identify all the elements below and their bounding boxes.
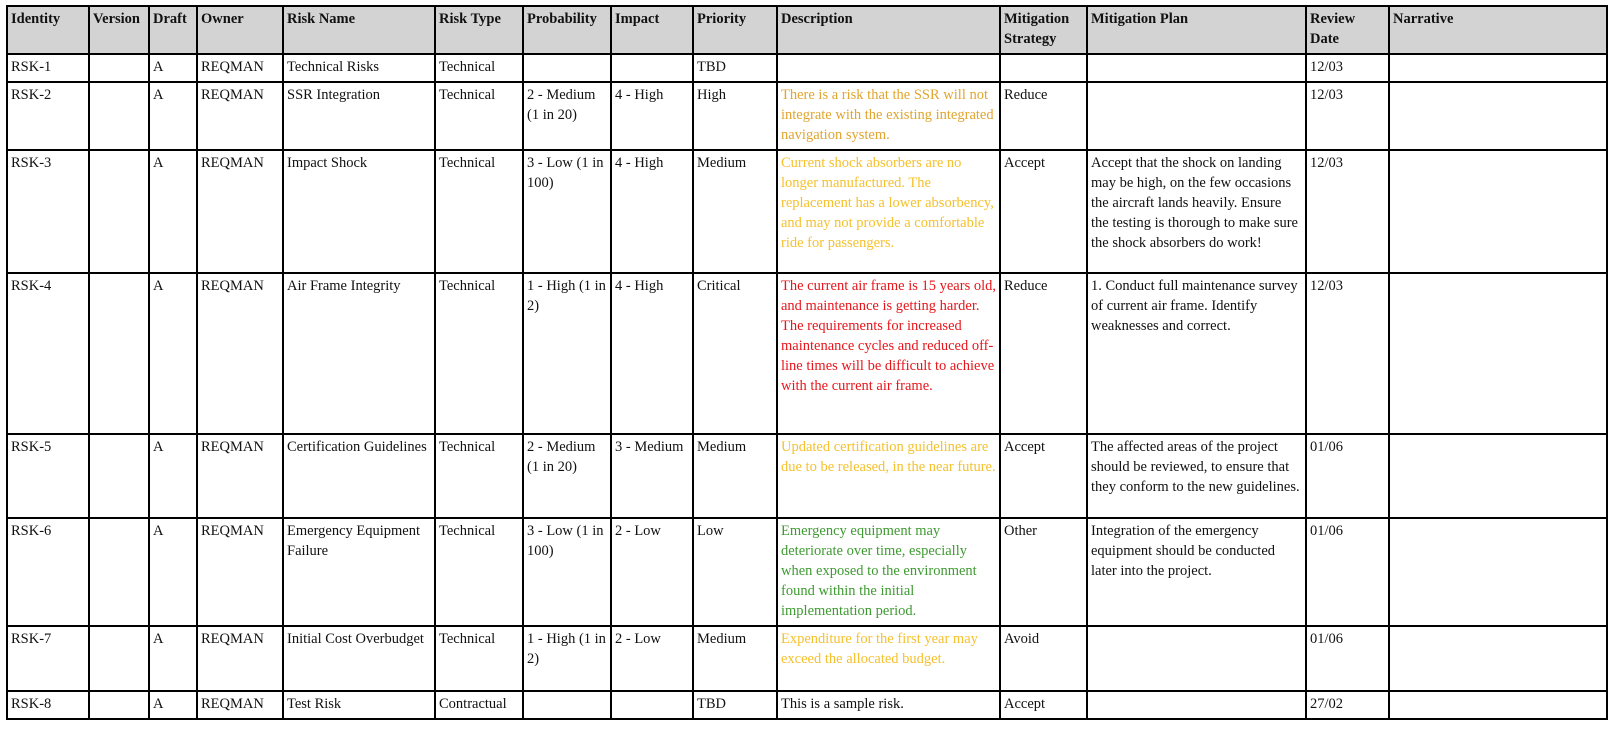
cell-probability: 1 - High (1 in 2) — [523, 273, 611, 434]
cell-mitigation-plan: The affected areas of the project should be reviewed, to ensure that they conform to the new guidelines. — [1087, 434, 1306, 518]
cell-draft: A — [149, 82, 197, 150]
cell-priority: Medium — [693, 626, 777, 691]
cell-risk-name: SSR Integration — [283, 82, 435, 150]
column-header-line: Date — [1310, 31, 1339, 47]
cell-description — [777, 54, 1000, 82]
cell-description: Updated certification guidelines are due to be released, in the near future. — [777, 434, 1000, 518]
cell-identity: RSK-7 — [7, 626, 89, 691]
cell-mitigation-plan: Integration of the emergency equipment should be conducted later into the project. — [1087, 518, 1306, 626]
cell-mitigation-strategy: Avoid — [1000, 626, 1087, 691]
cell-mitigation-plan — [1087, 691, 1306, 719]
cell-priority: Medium — [693, 150, 777, 273]
cell-version — [89, 150, 149, 273]
cell-impact: 3 - Medium — [611, 434, 693, 518]
cell-risk-type: Technical — [435, 150, 523, 273]
cell-version — [89, 273, 149, 434]
cell-owner: REQMAN — [197, 54, 283, 82]
cell-risk-name: Air Frame Integrity — [283, 273, 435, 434]
cell-impact: 2 - Low — [611, 626, 693, 691]
cell-mitigation-strategy — [1000, 54, 1087, 82]
cell-description: Emergency equipment may deteriorate over time, especially when exposed to the environment found within the initial implementation period. — [777, 518, 1000, 626]
table-row — [7, 82, 1607, 150]
cell-review-date: 27/02 — [1306, 691, 1389, 719]
cell-version — [89, 434, 149, 518]
table-body — [7, 54, 1607, 719]
table-row — [7, 434, 1607, 518]
cell-owner: REQMAN — [197, 273, 283, 434]
cell-priority: TBD — [693, 54, 777, 82]
cell-mitigation-plan: Accept that the shock on landing may be high, on the few occasions the aircraft lands heavily. Ensure the testing is thorough to make sure the shock absorbers do work! — [1087, 150, 1306, 273]
cell-risk-type: Technical — [435, 518, 523, 626]
cell-version — [89, 518, 149, 626]
column-header-probability: Probability — [523, 6, 611, 54]
column-header-narrative: Narrative — [1389, 6, 1607, 54]
cell-risk-type: Contractual — [435, 691, 523, 719]
cell-probability: 2 - Medium (1 in 20) — [523, 434, 611, 518]
cell-draft: A — [149, 150, 197, 273]
cell-narrative — [1389, 434, 1607, 518]
cell-review-date: 12/03 — [1306, 82, 1389, 150]
cell-narrative — [1389, 626, 1607, 691]
cell-priority: TBD — [693, 691, 777, 719]
cell-impact: 4 - High — [611, 82, 693, 150]
cell-review-date: 12/03 — [1306, 150, 1389, 273]
cell-identity: RSK-4 — [7, 273, 89, 434]
cell-narrative — [1389, 518, 1607, 626]
cell-owner: REQMAN — [197, 626, 283, 691]
cell-risk-type: Technical — [435, 626, 523, 691]
cell-draft: A — [149, 434, 197, 518]
cell-version — [89, 626, 149, 691]
cell-narrative — [1389, 273, 1607, 434]
cell-identity: RSK-6 — [7, 518, 89, 626]
cell-version — [89, 82, 149, 150]
column-header-version: Version — [89, 6, 149, 54]
cell-impact — [611, 691, 693, 719]
cell-mitigation-plan: 1. Conduct full maintenance survey of current air frame. Identify weaknesses and correct. — [1087, 273, 1306, 434]
cell-impact: 2 - Low — [611, 518, 693, 626]
cell-risk-type: Technical — [435, 273, 523, 434]
cell-version — [89, 691, 149, 719]
cell-risk-type: Technical — [435, 434, 523, 518]
cell-probability: 3 - Low (1 in 100) — [523, 518, 611, 626]
cell-draft: A — [149, 691, 197, 719]
cell-priority: Low — [693, 518, 777, 626]
cell-owner: REQMAN — [197, 518, 283, 626]
cell-risk-type: Technical — [435, 82, 523, 150]
cell-owner: REQMAN — [197, 434, 283, 518]
column-header-line: Review — [1310, 11, 1356, 27]
cell-risk-type: Technical — [435, 54, 523, 82]
cell-risk-name: Initial Cost Overbudget — [283, 626, 435, 691]
cell-draft: A — [149, 518, 197, 626]
column-header-identity: Identity — [7, 6, 89, 54]
cell-identity: RSK-3 — [7, 150, 89, 273]
cell-mitigation-plan — [1087, 82, 1306, 150]
cell-description: Expenditure for the first year may exceed the allocated budget. — [777, 626, 1000, 691]
cell-version — [89, 54, 149, 82]
cell-owner: REQMAN — [197, 691, 283, 719]
cell-narrative — [1389, 150, 1607, 273]
cell-probability: 2 - Medium (1 in 20) — [523, 82, 611, 150]
cell-owner: REQMAN — [197, 82, 283, 150]
cell-risk-name: Test Risk — [283, 691, 435, 719]
column-header-risk-type: Risk Type — [435, 6, 523, 54]
cell-probability — [523, 54, 611, 82]
cell-description: The current air frame is 15 years old, and maintenance is getting harder. The requirements for increased maintenance cycles and reduced off-line times will be difficult to achieve with the current air frame. — [777, 273, 1000, 434]
column-header-draft: Draft — [149, 6, 197, 54]
column-header-risk-name: Risk Name — [283, 6, 435, 54]
cell-review-date: 12/03 — [1306, 273, 1389, 434]
column-header-line: Mitigation — [1004, 11, 1070, 27]
cell-probability: 3 - Low (1 in 100) — [523, 150, 611, 273]
column-header-impact: Impact — [611, 6, 693, 54]
column-header-owner: Owner — [197, 6, 283, 54]
cell-draft: A — [149, 273, 197, 434]
cell-risk-name: Certification Guidelines — [283, 434, 435, 518]
cell-review-date: 01/06 — [1306, 626, 1389, 691]
table-row — [7, 150, 1607, 273]
cell-identity: RSK-8 — [7, 691, 89, 719]
cell-probability: 1 - High (1 in 2) — [523, 626, 611, 691]
cell-priority: Medium — [693, 434, 777, 518]
cell-mitigation-strategy: Reduce — [1000, 273, 1087, 434]
cell-narrative — [1389, 691, 1607, 719]
cell-narrative — [1389, 54, 1607, 82]
column-header-priority: Priority — [693, 6, 777, 54]
cell-priority: Critical — [693, 273, 777, 434]
cell-review-date: 01/06 — [1306, 434, 1389, 518]
cell-identity: RSK-1 — [7, 54, 89, 82]
cell-identity: RSK-2 — [7, 82, 89, 150]
column-header-description: Description — [777, 6, 1000, 54]
column-header-line: Strategy — [1004, 31, 1057, 47]
cell-identity: RSK-5 — [7, 434, 89, 518]
cell-impact — [611, 54, 693, 82]
risk-table — [6, 5, 1608, 720]
cell-description: There is a risk that the SSR will not integrate with the existing integrated navigation system. — [777, 82, 1000, 150]
cell-mitigation-strategy: Other — [1000, 518, 1087, 626]
cell-description: This is a sample risk. — [777, 691, 1000, 719]
cell-risk-name: Emergency Equipment Failure — [283, 518, 435, 626]
column-header-review-date — [1306, 6, 1389, 54]
cell-review-date: 12/03 — [1306, 54, 1389, 82]
cell-mitigation-strategy: Reduce — [1000, 82, 1087, 150]
risk-register — [6, 5, 1608, 720]
column-header-mitigation-strategy — [1000, 6, 1087, 54]
column-header-mitigation-plan: Mitigation Plan — [1087, 6, 1306, 54]
cell-mitigation-strategy: Accept — [1000, 691, 1087, 719]
cell-draft: A — [149, 626, 197, 691]
cell-mitigation-plan — [1087, 626, 1306, 691]
cell-draft: A — [149, 54, 197, 82]
cell-mitigation-strategy: Accept — [1000, 434, 1087, 518]
cell-description: Current shock absorbers are no longer manufactured. The replacement has a lower absorbency, and may not provide a comfortable ride for passengers. — [777, 150, 1000, 273]
cell-risk-name: Impact Shock — [283, 150, 435, 273]
cell-impact: 4 - High — [611, 150, 693, 273]
header-row — [7, 6, 1607, 54]
table-header — [7, 6, 1607, 54]
cell-review-date: 01/06 — [1306, 518, 1389, 626]
table-row — [7, 54, 1607, 82]
cell-narrative — [1389, 82, 1607, 150]
table-row — [7, 626, 1607, 691]
table-row — [7, 518, 1607, 626]
table-row — [7, 691, 1607, 719]
cell-impact: 4 - High — [611, 273, 693, 434]
cell-mitigation-strategy: Accept — [1000, 150, 1087, 273]
cell-priority: High — [693, 82, 777, 150]
cell-mitigation-plan — [1087, 54, 1306, 82]
table-row — [7, 273, 1607, 434]
cell-risk-name: Technical Risks — [283, 54, 435, 82]
cell-owner: REQMAN — [197, 150, 283, 273]
cell-probability — [523, 691, 611, 719]
